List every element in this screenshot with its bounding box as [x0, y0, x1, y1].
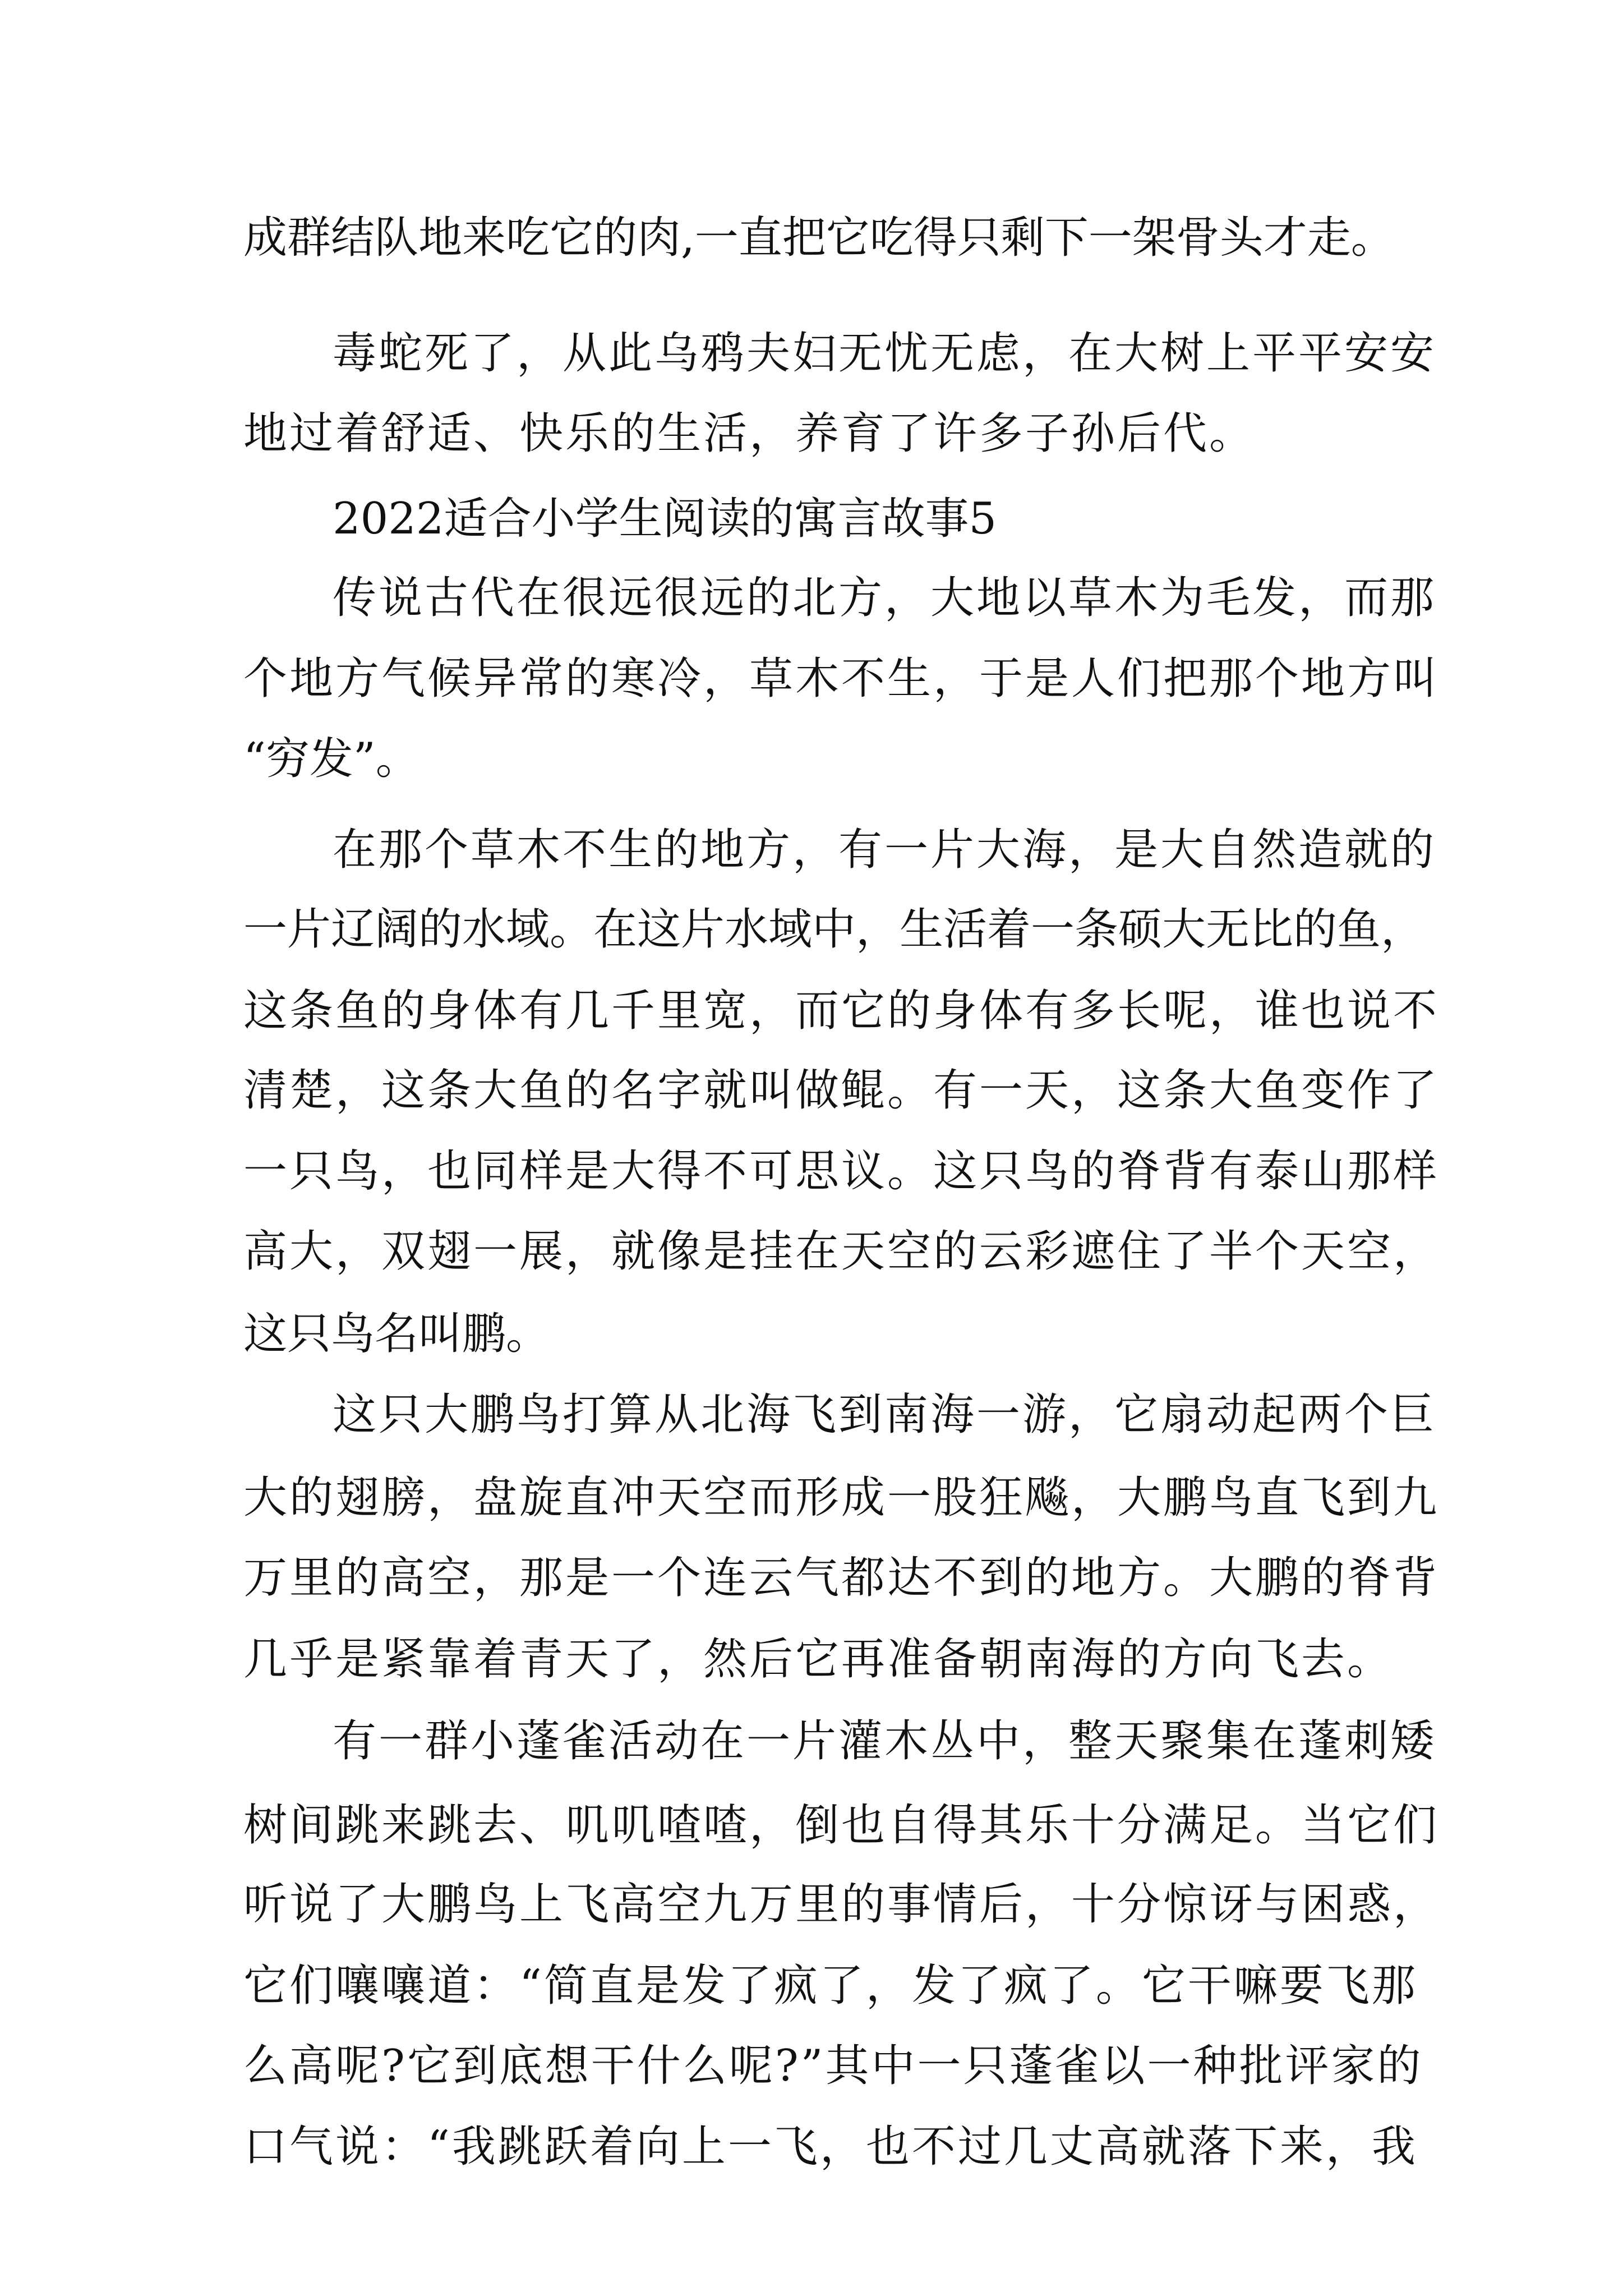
text-line — [0, 1384, 1623, 1446]
line-text: 这只大鹏鸟打算从北海飞到南海一游，它扇动起两个巨 — [333, 1389, 1437, 1440]
line-text: 这条鱼的身体有几千里宽，而它的身体有多长呢，谁也说不 — [243, 986, 1440, 1036]
line-text: 一只鸟，也同样是大得不可思议。这只鸟的脊背有泰山那样 — [243, 1146, 1440, 1197]
line-text: 听说了大鹏鸟上飞高空九万里的事情后，十分惊讶与困惑， — [243, 1879, 1440, 1930]
text-line — [0, 207, 1623, 269]
line-text: 地过着舒适、快乐的生活，养育了许多子孙后代。 — [243, 408, 1256, 459]
line-text: 大的翅膀，盘旋直冲天空而形成一股狂飚，大鹏鸟直飞到九 — [243, 1473, 1440, 1523]
text-line — [0, 403, 1623, 464]
line-text: 高大，双翅一展，就像是挂在天空的云彩遮住了半个天空， — [243, 1226, 1440, 1277]
text-line — [0, 980, 1623, 1042]
text-line — [0, 1060, 1623, 1121]
text-line — [0, 2035, 1623, 2097]
line-text: 万里的高空，那是一个连云气都达不到的地方。大鹏的脊背 — [243, 1553, 1440, 1603]
line-text: 几乎是紧靠着青天了，然后它再准备朝南海的方向飞去。 — [243, 1634, 1394, 1685]
text-line — [0, 1140, 1623, 1202]
text-line — [0, 1628, 1623, 1690]
line-text: 么高呢?它到底想干什么呢?”其中一只蓬雀以一种批评家的 — [243, 2041, 1423, 2091]
text-line — [0, 819, 1623, 881]
line-text: 有一群小蓬雀活动在一片灌木丛中，整天聚集在蓬刺矮 — [333, 1716, 1437, 1766]
text-line — [0, 1303, 1623, 1365]
line-text: 传说古代在很远很远的北方，大地以草木为毛发，而那 — [333, 573, 1437, 623]
line-text: 成群结队地来吃它的肉,一直把它吃得只剩下一架骨头才走。 — [243, 213, 1395, 263]
text-line — [0, 1467, 1623, 1529]
text-line — [0, 1221, 1623, 1282]
line-text: “穷发”。 — [243, 734, 419, 784]
line-text: 一片辽阔的水域。在这片水域中，生活着一条硕大无比的鱼， — [243, 904, 1425, 955]
line-text: 口气说：“我跳跃着向上一飞，也不过几丈高就落下来，我 — [243, 2122, 1418, 2172]
text-line — [0, 2116, 1623, 2178]
line-text: 在那个草木不生的地方，有一片大海，是大自然造就的 — [333, 825, 1437, 875]
section-heading — [0, 488, 1623, 550]
section-heading-text: 2022适合小学生阅读的寓言故事5 — [333, 494, 997, 544]
line-text: 毒蛇死了，从此乌鸦夫妇无忧无虑，在大树上平平安安 — [333, 328, 1437, 379]
line-text: 个地方气候异常的寒冷，草木不生，于是人们把那个地方叫 — [243, 654, 1440, 704]
line-text: 清楚，这条大鱼的名字就叫做鲲。有一天，这条大鱼变作了 — [243, 1065, 1440, 1116]
text-line — [0, 1547, 1623, 1609]
text-line — [0, 648, 1623, 710]
text-line — [0, 1710, 1623, 1772]
text-line — [0, 899, 1623, 960]
line-text: 树间跳来跳去、叽叽喳喳，倒也自得其乐十分满足。当它们 — [243, 1800, 1440, 1851]
text-line — [0, 1874, 1623, 1935]
text-line — [0, 567, 1623, 629]
line-text: 这只鸟名叫鹏。 — [243, 1309, 550, 1359]
text-line — [0, 323, 1623, 384]
text-line — [0, 1955, 1623, 2017]
text-line — [0, 1795, 1623, 1856]
text-line — [0, 728, 1623, 790]
line-text: 它们嚷嚷道：“简直是发了疯了，发了疯了。它干嘛要飞那 — [243, 1961, 1418, 2011]
